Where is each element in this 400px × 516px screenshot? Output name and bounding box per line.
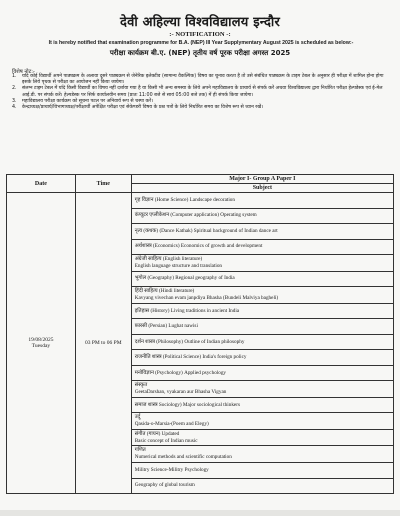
subject-cell <box>131 239 393 255</box>
subject-line: कंप्यूटर एप्लीकेशन (Computer application) Operating system <box>134 212 257 219</box>
subject-cell <box>131 446 393 463</box>
note-text: यदि कोई विद्यार्थी अपने पाठ्यक्रम के अलावा दूसरे पाठ्यक्रम से जेनेरिक इलेक्टीव (सामान्य वैकल्पिक) विषय का चुनाव करता है तो उसे संबंधित पाठ्यक्रम के टाइम टेबल के अनुसार ही परीक्षा में शामिल होना होगा इसके लिये पृथक से परीक्षा का आयोजन नहीं किया जायेगा। <box>22 74 384 86</box>
notes-heading: विशेष नोट:- <box>12 69 35 75</box>
subject-line: अंग्रेजी साहित्य (English literature) <box>134 256 203 262</box>
subject-cell <box>131 271 393 287</box>
subject-line: इतिहास (History) Living traditions in ancient India <box>134 307 240 314</box>
subject-cell <box>131 365 393 381</box>
table-header-row <box>7 175 394 193</box>
table-row <box>7 193 394 209</box>
subject-line: Kavyang vivechan evam janpdiya Bhasha (Bundeli Malviya bagheli) <box>134 294 279 301</box>
note-item <box>12 74 390 86</box>
subject-line: संस्कृत <box>134 382 148 389</box>
subject-line: फ़ारसी (Persian) Lughat nawisi <box>134 323 198 330</box>
subject-line: राजनीति शास्त्र (Political Science) India's foreign policy <box>134 354 247 361</box>
subject-cell <box>131 255 393 272</box>
subject-line: Numerical methods and scientific computation <box>134 454 232 461</box>
note-text: केन्द्राध्यक्ष/प्राचार्य/विभागाध्यक्ष/परीक्षार्थी अपेक्षित परीक्षा एवं सेकेण्डरी विषय के प्रश्न पत्रों के लिये निर्धारित समय का विशेष रूप से ध्यान रखें। <box>22 105 263 111</box>
subject-cell <box>131 193 393 209</box>
note-number: 4. <box>12 105 17 111</box>
subject-cell <box>131 287 393 304</box>
subject-cell <box>131 381 393 398</box>
exam-time: 03 PM to 06 PM <box>75 193 131 494</box>
subject-cell <box>131 397 393 413</box>
header-time: Time <box>75 175 131 193</box>
subject-line: नृत्य (कथक) (Dance Kathak) Spiritual background of Indian dance art <box>134 227 278 234</box>
subject-cell <box>131 429 393 446</box>
subject-cell <box>131 463 393 479</box>
note-number: 3. <box>12 98 17 104</box>
subject-line: उर्दू <box>134 414 141 421</box>
subject-line: English language structure and translation <box>134 262 223 269</box>
note-text: संलग्न टाइम टेबल में यदि किसी विद्यार्थी का विषय नहीं दर्शाया गया है या किसी भी अन्य समस्या के लिये अपने महाविद्यालय के प्राचार्य से संपर्क करें अथवा विश्वविद्यालय द्वारा निर्धारित परीक्षा हेल्पडेस्क एवं ई-मेल आई.डी. पर संपर्क करें। हेल्पडेस्क पर सिर्फ कार्यालयीन समय (प्रातः 11:00 बजे से सायं 05:00 बजे तक) में ही संपर्क किया जायेगा। <box>22 86 383 98</box>
subject-cell <box>131 478 393 494</box>
subject-cell <box>131 334 393 350</box>
group-heading: Major I- Group A Paper I <box>132 175 393 184</box>
subject-line: भूगोल (Geography) Regional geography of India <box>134 275 235 282</box>
subject-cell <box>131 413 393 430</box>
subject-cell <box>131 350 393 366</box>
subject-line: Qasida-o-Marsia-(Poem and Elegy) <box>134 421 209 428</box>
subject-line: दर्शन शास्त्र (Philosophy) Outline of Indian philosophy <box>134 338 245 345</box>
exam-programme-title: परीक्षा कार्यक्रम बी.ए. (NEP) तृतीय वर्ष पूरक परीक्षा अगस्त 2025 <box>109 49 291 57</box>
subject-cell <box>131 224 393 240</box>
university-title: देवी अहिल्या विश्वविद्यालय इन्दौर <box>120 15 280 30</box>
subject-label: Subject <box>252 185 273 191</box>
subject-line: Geography of global tourism <box>134 482 195 489</box>
subject-cell <box>131 319 393 335</box>
exam-date: 19/08/2025 <box>28 337 54 344</box>
page-bottom-edge <box>0 510 400 516</box>
subject-line: गृह विज्ञान (Home Science) Landscape decoration <box>134 196 235 203</box>
intro-text: It is hereby notified that examination programme for B.A. (NEP) III Year Supplymentary August 2025 is scheduled as below:- <box>48 40 354 46</box>
subject-cell <box>131 208 393 224</box>
note-number: 2. <box>12 86 17 92</box>
subject-cell <box>131 303 393 319</box>
notification-heading: :- NOTIFICATION -: <box>169 31 231 38</box>
subject-line: समाज शास्त्र Sociology) Major sociological thinkers <box>134 401 240 408</box>
note-text: महाविद्यालय परीक्षा कार्यक्रम को सूचना पटल पर अनिवार्य रूप से चस्पा करें। <box>22 98 154 104</box>
special-notes <box>12 74 390 111</box>
subject-line: गणित <box>134 447 146 454</box>
note-item <box>12 86 390 98</box>
subject-line: Basic concept of Indian music <box>134 437 198 444</box>
subject-line: अर्थशास्त्र (Economics) Economics of growth and development <box>134 243 263 250</box>
note-number: 1. <box>12 74 17 79</box>
subject-line: हिंदी साहित्य (Hindi literature) <box>134 288 195 295</box>
header-date: Date <box>7 175 76 193</box>
exam-day: Tuesday <box>31 343 51 350</box>
header-subject <box>131 175 393 193</box>
exam-date-cell <box>7 193 76 494</box>
subject-line: मनोविज्ञान (Psychology) Applied psychology <box>134 369 227 376</box>
subject-line: Militry Science-Militry Psychology <box>134 466 209 473</box>
exam-schedule-table <box>6 174 394 494</box>
subject-line: संगीत (गायन) Updated <box>134 430 180 437</box>
subject-line: GeetaDarshan, vyakaran aur Bhasha Vigyan <box>134 388 227 395</box>
note-item <box>12 105 390 111</box>
